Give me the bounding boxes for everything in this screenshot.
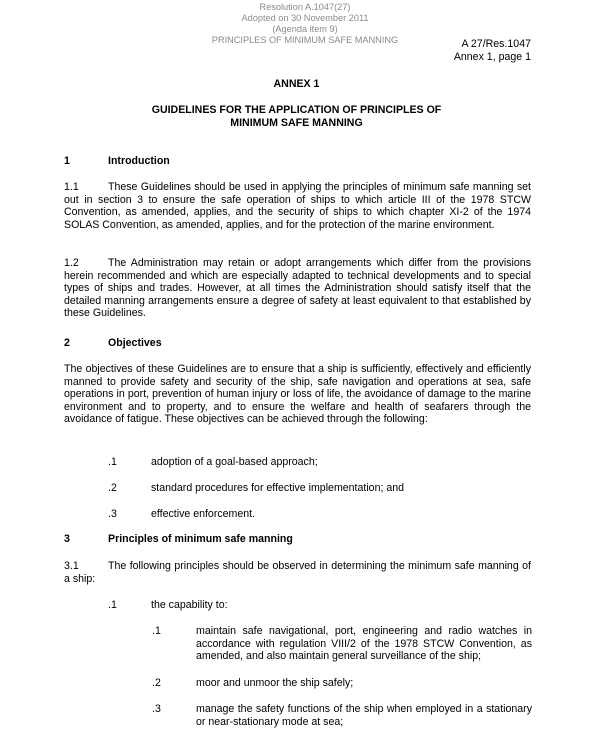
item-text: effective enforcement.	[151, 508, 256, 520]
item-marker: .1	[108, 599, 117, 611]
paragraph-3-1	[64, 560, 531, 585]
paragraph-text: The Administration may retain or adopt arrangements which differ from the provisions herein recommended and which are especially adapted to technical developments and to special types of ships and trades. However, at all times the Administration should satisfy itself that the detailed manning arrangements ensure a degree of safety at least equivalent to that established by these Guidelines.	[64, 257, 531, 320]
agenda-item: (Agenda item 9)	[272, 24, 338, 34]
item-text: maintain safe navigational, port, engineering and radio watches in accordance with regulation VIII/2 of the 1978 STCW Convention, as amended, and also maintain general surveillance of the ship;	[196, 625, 532, 663]
item-marker: .3	[108, 508, 117, 520]
section-title: Principles of minimum safe manning	[108, 533, 293, 545]
paragraph-1-1	[64, 181, 531, 231]
paragraph-text: These Guidelines should be used in applying the principles of minimum safe manning set out in section 3 to ensure the safe operation of ships to which article III of the 1978 STCW Convention, as amended, applies, and the security of ships to which chapter XI-2 of the 1974 SOLAS Convention, as amended, applies, and for the protection of the marine environment.	[64, 181, 531, 231]
resolution-number: Resolution A.1047(27)	[259, 2, 351, 12]
item-marker: .3	[152, 703, 161, 715]
page-reference	[454, 38, 531, 63]
resolution-header	[200, 2, 410, 46]
document-ref: A 27/Res.1047	[461, 38, 531, 50]
section-number: 3	[64, 533, 70, 545]
section-number: 1	[64, 155, 70, 167]
paragraph-number: 1.1	[64, 181, 79, 193]
item-text: moor and unmoor the ship safely;	[196, 677, 354, 689]
document-title-line-2: MINIMUM SAFE MANNING	[230, 116, 363, 129]
item-text: adoption of a goal-based approach;	[151, 456, 318, 468]
item-marker: .2	[152, 677, 161, 689]
document-title	[0, 104, 593, 129]
paragraph-1-2	[64, 257, 531, 320]
item-marker: .1	[108, 456, 117, 468]
paragraph-text: The following principles should be observed in determining the minimum safe manning of a ship:	[64, 560, 531, 585]
document-title-line-1: GUIDELINES FOR THE APPLICATION OF PRINCIPLES OF	[151, 104, 442, 116]
paragraph-number: 3.1	[64, 560, 79, 572]
short-title: PRINCIPLES OF MINIMUM SAFE MANNING	[211, 35, 399, 45]
item-marker: .1	[152, 625, 161, 637]
page-number: Annex 1, page 1	[453, 50, 531, 63]
section-title: Introduction	[108, 155, 170, 167]
item-text: the capability to:	[151, 599, 228, 611]
section-title: Objectives	[108, 337, 162, 349]
adoption-date: Adopted on 30 November 2011	[241, 13, 369, 23]
item-text: standard procedures for effective implementation; and	[151, 482, 405, 494]
paragraph-number: 1.2	[64, 257, 79, 269]
item-marker: .2	[108, 482, 117, 494]
item-text: manage the safety functions of the ship when employed in a stationary or near-stationary mode at sea;	[196, 703, 532, 728]
paragraph-2: The objectives of these Guidelines are to ensure that a ship is sufficiently, effectively and efficiently manned to provide safety and security of the ship, safe navigation and operations at sea, safe operations in port, prevention of human injury or loss of life, the avoidance of damage to the marine environment and to property, and to ensure the welfare and health of seafarers through the avoidance of fatigue. These objectives can be achieved through the following:	[64, 363, 531, 426]
annex-title: ANNEX 1	[273, 78, 320, 90]
section-number: 2	[64, 337, 70, 349]
